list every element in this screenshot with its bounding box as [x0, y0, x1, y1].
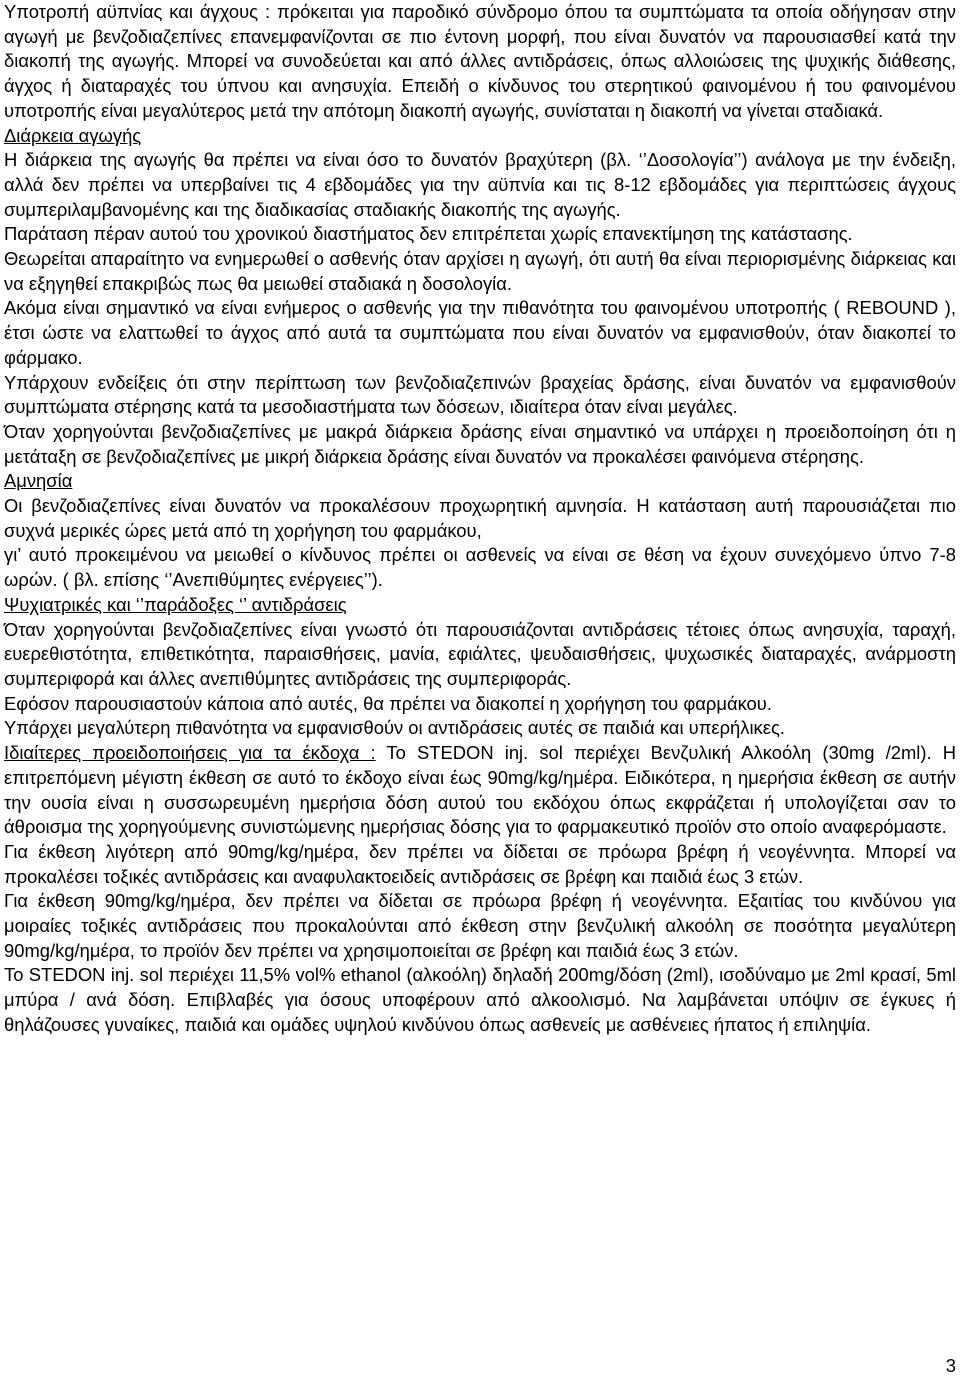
amnesia-paragraph: Οι βενζοδιαζεπίνες είναι δυνατόν να προκαλέσουν προχωρητική αμνησία. Η κατάσταση αυτή παρουσιάζεται πιο συχνά μερικές ώρες μετά από τη χορήγηση του φαρμάκου, — [4, 495, 956, 541]
discontinue-paragraph: Εφόσον παρουσιαστούν κάποια από αυτές, θα πρέπει να διακοπεί η χορήγηση του φαρμάκου. — [4, 692, 772, 714]
low-exposure-paragraph: Για έκθεση λιγότερη από 90mg/kg/ημέρα, δεν πρέπει να δίδεται σε πρόωρα βρέφη ή νεογέννητα. Μπορεί να προκαλέσει τοξικές αντιδράσεις και αναφυλακτοειδείς αντιδράσεις σε βρέφη και παιδιά έως 3 ετών. — [4, 840, 956, 887]
extension-paragraph: Παράταση πέραν αυτού του χρονικού διαστήματος δεν επιτρέπεται χωρίς επανεκτίμηση της κατάστασης. — [4, 223, 853, 245]
excipient-warning-heading: Ιδιαίτερες προειδοποιήσεις για τα έκδοχα : — [4, 742, 376, 764]
patient-informed-paragraph: Θεωρείται απαραίτητο να ενημερωθεί ο ασθενής όταν αρχίσει η αγωγή, ότι αυτή θα είναι περιορισμένης διάρκειας και να εξηγηθεί επακριβώς πως θα μειωθεί σταδιακά η δοσολογία. — [4, 248, 956, 294]
switching-warning-paragraph: Όταν χορηγούνται βενζοδιαζεπίνες με μακρά διάρκεια δράσης είναι σημαντικό να υπάρχει η προειδοποίηση ότι η μετάταξη σε βενζοδιαζεπίνες με μικρή διάρκεια δράσης είναι δυνατόν να προκαλέσει φαινόμενα στέρησης. — [4, 420, 956, 467]
short-acting-withdrawal-paragraph: Υπάρχουν ενδείξεις ότι στην περίπτωση των βενζοδιαζεπινών βραχείας δράσης, είναι δυνατόν να εμφανισθούν συμπτώματα στέρησης κατά τα μεσοδιαστήματα των δόσεων, ιδιαίτερα όταν είναι μεγάλες. — [4, 371, 956, 418]
psychiatric-reactions-paragraph: Όταν χορηγούνται βενζοδιαζεπίνες είναι γνωστό ότι παρουσιάζονται αντιδράσεις τέτοιες όπως ανησυχία, ταραχή, ευερεθιστότητα, επιθετικότητα, παραισθήσεις, μανία, εφιάλτες, ψευδαισθήσεις, ψυχωσικές διαταραχές, ανάρμοστη συμπεριφορά και άλλες ανεπιθύμητες αντιδράσεις της συμπεριφοράς. — [4, 618, 956, 689]
rebound-awareness-paragraph: Ακόμα είναι σημαντικό να είναι ενήμερος ο ασθενής για την πιθανότητα του φαινομένου υποτροπής ( REBOUND ), έτσι ώστε να ελαττωθεί το άγχος από αυτά τα συμπτώματα που είναι δυνατόν να εμφανισθούν, όταν διακοπεί το φάρμακο. — [4, 297, 956, 368]
amnesia-heading: Αμνησία — [4, 470, 73, 492]
excipient-warning-paragraph — [4, 741, 956, 840]
page-number: 3 — [945, 1355, 956, 1376]
ethanol-content-paragraph: Το STEDON inj. sol περιέχει 11,5% vol% ethanol (αλκοόλη) δηλαδή 200mg/δόση (2ml), ισοδύναμο με 2ml κρασί, 5ml μπύρα / ανά δόση. Επιβλαβές για όσους υποφέρουν από αλκοολισμό. Να λαμβάνεται υπόψιν σε έγκυες ή θηλάζουσες γυναίκες, παιδιά και ομάδες υψηλού κινδύνου όπως ασθενείς με ασθένειες ήπατος ή επιληψία. — [4, 964, 956, 1035]
high-exposure-paragraph: Για έκθεση 90mg/kg/ημέρα, δεν πρέπει να δίδεται σε πρόωρα βρέφη ή νεογέννητα. Εξαιτίας του κινδύνου για μοιραίες τοξικές αντιδράσεις που προκαλούνται από έκθεση στην βενζυλική αλκοόλη σε ποσότητα μεγαλύτερη 90mg/kg/ημέρα, το προϊόν δεν πρέπει να χρησιμοποιείται σε βρέφη και παιδιά έως 3 ετών. — [4, 890, 956, 961]
psychiatric-reactions-heading: Ψυχιατρικές και ‘’παράδοξες ‘’ αντιδράσεις — [4, 593, 347, 615]
treatment-duration-paragraph: Η διάρκεια της αγωγής θα πρέπει να είναι όσο το δυνατόν βραχύτερη (βλ. ‘’Δοσολογία’’) ανάλογα με την ένδειξη, αλλά δεν πρέπει να υπερβαίνει τις 4 εβδομάδες για την αϋπνία και τις 8-12 εβδομάδες για περιπτώσεις άγχους συμπεριλαμβανομένης και της διαδικασίας σταδιακής διακοπής της αγωγής. — [4, 149, 956, 220]
treatment-duration-heading: Διάρκεια αγωγής — [4, 124, 142, 146]
children-elderly-paragraph: Υπάρχει μεγαλύτερη πιθανότητα να εμφανισθούν οι αντιδράσεις αυτές σε παιδιά και υπερήλικες. — [4, 717, 785, 739]
rebound-insomnia-paragraph: Υποτροπή αϋπνίας και άγχους : πρόκειται για παροδικό σύνδρομο όπου τα συμπτώματα τα οποία οδήγησαν στην αγωγή με βενζοδιαζεπίνες επανεμφανίζονται σε πιο έντονη μορφή, που είναι δυνατόν να παρουσιασθεί κατά την διακοπή της αγωγής. Μπορεί να συνοδεύεται και από άλλες αντιδράσεις, όπως αλλοιώσεις της ψυχικής διάθεσης, άγχος ή διαταραχές του ύπνου και ανησυχία. Επειδή ο κίνδυνος του στερητικού φαινομένου ή του φαινομένου υποτροπής είναι μεγαλύτερος μετά την απότομη διακοπή αγωγής, συνίσταται η διακοπή να γίνεται σταδιακά. — [4, 1, 956, 121]
amnesia-sleep-paragraph: γι’ αυτό προκειμένου να μειωθεί ο κίνδυνος πρέπει οι ασθενείς να είναι σε θέση να έχουν συνεχόμενο ύπνο 7-8 ωρών. ( βλ. επίσης ‘’Ανεπιθύμητες ενέργειες’’). — [4, 544, 956, 591]
document-page — [4, 0, 956, 1038]
excipient-warning-text: Το STEDON inj. sol περιέχει Βενζυλική Αλκοόλη (30mg /2ml). Η επιτρεπόμενη μέγιστη έκθεση σε αυτό το έκδοχο είναι έως 90mg/kg/ημέρα. Ειδικότερα, η ημερήσια έκθεση σε αυτήν την ουσία είναι η συσσωρευμένη ημερήσια δόση αυτού του εκδόχου όπως εκφράζεται ή υπολογίζεται σαν το άθροισμα της χορηγούμενης συνιστώμενης ημερήσιας δόσης για το φαρμακευτικό προϊόν στο οποίο αναφερόμαστε. — [4, 742, 956, 838]
